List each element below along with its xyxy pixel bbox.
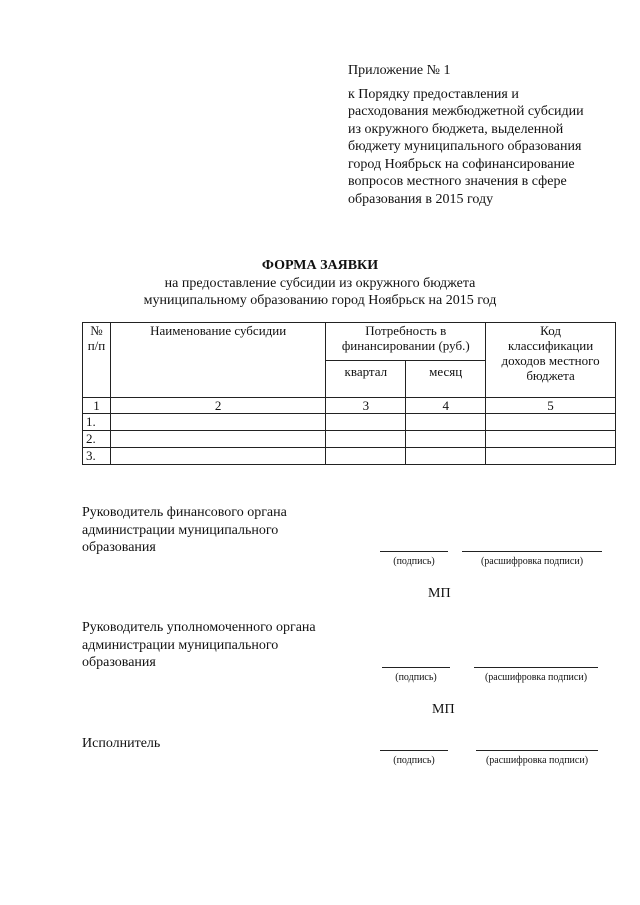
appendix-body: к Порядку предоставления и расходования межбюджетной субсидии из окружного бюджета, выделенной бюджету муниципального образования город Ноябрьск на софинансирование вопросов местного значения в сфере образования в 2015 году: [348, 86, 584, 207]
row-cell[interactable]: [406, 431, 486, 448]
authorized-head-label: Руководитель уполномоченного органа администрации муниципального образования: [82, 620, 316, 670]
header-need: Потребность в финансировании (руб.): [326, 323, 486, 361]
signature-caption: (подпись): [393, 556, 435, 567]
numbering-cell: 3: [326, 398, 406, 414]
name-line[interactable]: [476, 750, 598, 751]
name-caption: (расшифровка подписи): [485, 755, 589, 766]
form-heading: [0, 257, 640, 310]
form-subtitle-2: муниципальному образованию город Ноябрьск на 2015 год: [143, 293, 497, 308]
finance-head-label: Руководитель финансового органа администрации муниципального образования: [82, 505, 287, 555]
header-code: Код классификации доходов местного бюджета: [486, 323, 616, 398]
numbering-cell: 2: [110, 398, 325, 414]
row-cell[interactable]: [486, 431, 616, 448]
row-cell[interactable]: [486, 448, 616, 465]
row-number: 3.: [83, 448, 111, 465]
stamp-mark: МП: [432, 702, 455, 717]
row-cell[interactable]: [110, 448, 325, 465]
numbering-cell: 4: [406, 398, 486, 414]
name-line[interactable]: [474, 667, 598, 668]
header-num: № п/п: [83, 323, 111, 398]
row-number: 2.: [83, 431, 111, 448]
form-title: ФОРМА ЗАЯВКИ: [261, 258, 379, 273]
row-cell[interactable]: [326, 448, 406, 465]
stamp-mark: МП: [428, 586, 451, 601]
header-name: Наименование субсидии: [110, 323, 325, 398]
row-number: 1.: [83, 414, 111, 431]
name-caption: (расшифровка подписи): [480, 556, 584, 567]
numbering-cell: 5: [486, 398, 616, 414]
table-row: [83, 448, 616, 465]
executor-label: Исполнитель: [82, 736, 161, 751]
name-line[interactable]: [462, 551, 602, 552]
row-cell[interactable]: [326, 414, 406, 431]
table-row: [83, 414, 616, 431]
signature-caption: (подпись): [395, 672, 437, 683]
row-cell[interactable]: [110, 414, 325, 431]
appendix-title: Приложение № 1: [348, 63, 451, 78]
row-cell[interactable]: [406, 448, 486, 465]
row-cell[interactable]: [406, 414, 486, 431]
header-month: месяц: [406, 361, 486, 398]
row-cell[interactable]: [486, 414, 616, 431]
table-row: [83, 431, 616, 448]
numbering-row: [83, 398, 616, 414]
form-subtitle-1: на предоставление субсидии из окружного бюджета: [164, 275, 476, 291]
name-caption: (расшифровка подписи): [484, 672, 588, 683]
application-table: [82, 322, 616, 465]
signature-caption: (подпись): [393, 755, 435, 766]
signature-line[interactable]: [380, 750, 448, 751]
appendix-note: [348, 62, 628, 208]
signature-line[interactable]: [382, 667, 450, 668]
numbering-cell: 1: [83, 398, 111, 414]
row-cell[interactable]: [110, 431, 325, 448]
signature-line[interactable]: [380, 551, 448, 552]
row-cell[interactable]: [326, 431, 406, 448]
header-quarter: квартал: [326, 361, 406, 398]
